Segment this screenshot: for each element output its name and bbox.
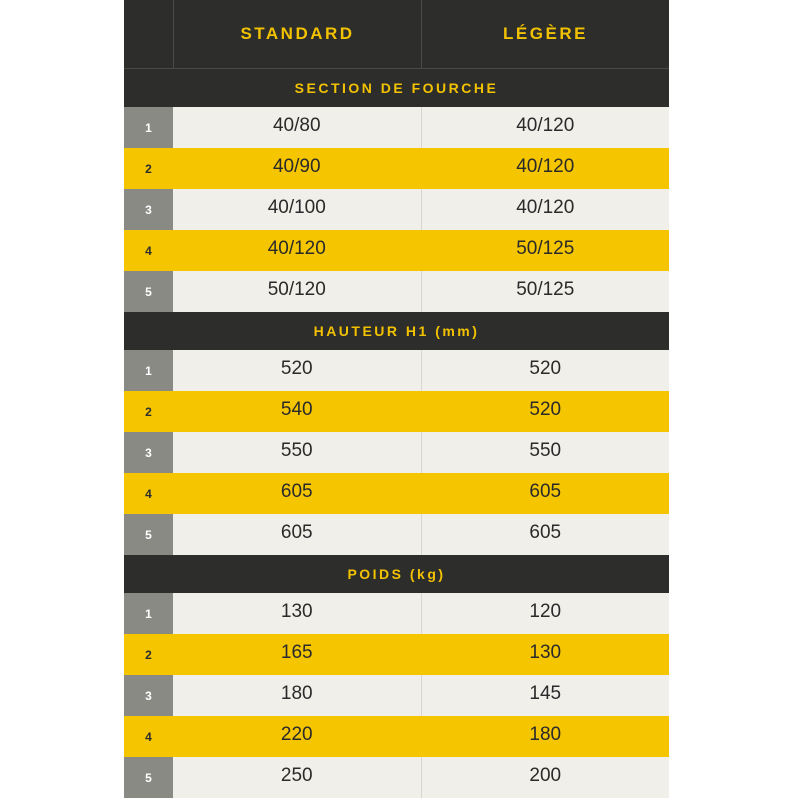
- standard-value: 50/120: [173, 271, 422, 312]
- section-title: POIDS (kg): [124, 555, 669, 593]
- row-number: 5: [124, 757, 173, 798]
- legere-value: 605: [422, 473, 670, 514]
- legere-value: 40/120: [422, 107, 670, 148]
- standard-value: 605: [173, 514, 422, 555]
- row-number: 1: [124, 350, 173, 391]
- section-title: SECTION DE FOURCHE: [124, 69, 669, 107]
- table-header: [124, 0, 669, 69]
- standard-value: 250: [173, 757, 422, 798]
- table-row: [124, 514, 669, 555]
- row-number: 4: [124, 716, 173, 757]
- table-row: [124, 189, 669, 230]
- row-number: 3: [124, 432, 173, 473]
- row-number: 4: [124, 473, 173, 514]
- row-number: 2: [124, 634, 173, 675]
- standard-value: 605: [173, 473, 422, 514]
- table-row: [124, 107, 669, 148]
- table-row: [124, 716, 669, 757]
- legere-value: 550: [422, 432, 670, 473]
- row-number: 3: [124, 189, 173, 230]
- standard-value: 40/120: [173, 230, 422, 271]
- standard-value: 220: [173, 716, 422, 757]
- standard-value: 40/100: [173, 189, 422, 230]
- legere-value: 120: [422, 593, 670, 634]
- row-number: 4: [124, 230, 173, 271]
- legere-value: 180: [422, 716, 670, 757]
- standard-value: 540: [173, 391, 422, 432]
- standard-value: 40/80: [173, 107, 422, 148]
- standard-value: 165: [173, 634, 422, 675]
- table-row: [124, 593, 669, 634]
- standard-value: 550: [173, 432, 422, 473]
- legere-value: 200: [422, 757, 670, 798]
- table-row: [124, 675, 669, 716]
- legere-value: 40/120: [422, 189, 670, 230]
- legere-value: 145: [422, 675, 670, 716]
- legere-value: 520: [422, 350, 670, 391]
- row-number: 1: [124, 593, 173, 634]
- legere-value: 130: [422, 634, 670, 675]
- standard-value: 520: [173, 350, 422, 391]
- row-number: 5: [124, 271, 173, 312]
- section-title: HAUTEUR H1 (mm): [124, 312, 669, 350]
- table-row: [124, 432, 669, 473]
- legere-value: 50/125: [422, 271, 670, 312]
- table-row: [124, 757, 669, 798]
- table-row: [124, 350, 669, 391]
- table-row: [124, 230, 669, 271]
- table-row: [124, 271, 669, 312]
- spec-table: [124, 0, 669, 798]
- legere-value: 520: [422, 391, 670, 432]
- table-row: [124, 391, 669, 432]
- table-row: [124, 148, 669, 189]
- legere-value: 605: [422, 514, 670, 555]
- standard-value: 130: [173, 593, 422, 634]
- header-legere: LÉGÈRE: [503, 24, 588, 43]
- header-index-cell: [124, 0, 174, 68]
- table-row: [124, 473, 669, 514]
- row-number: 2: [124, 148, 173, 189]
- row-number: 2: [124, 391, 173, 432]
- legere-value: 50/125: [422, 230, 670, 271]
- standard-value: 40/90: [173, 148, 422, 189]
- standard-value: 180: [173, 675, 422, 716]
- row-number: 3: [124, 675, 173, 716]
- table-row: [124, 634, 669, 675]
- legere-value: 40/120: [422, 148, 670, 189]
- row-number: 5: [124, 514, 173, 555]
- row-number: 1: [124, 107, 173, 148]
- header-standard: STANDARD: [174, 0, 422, 68]
